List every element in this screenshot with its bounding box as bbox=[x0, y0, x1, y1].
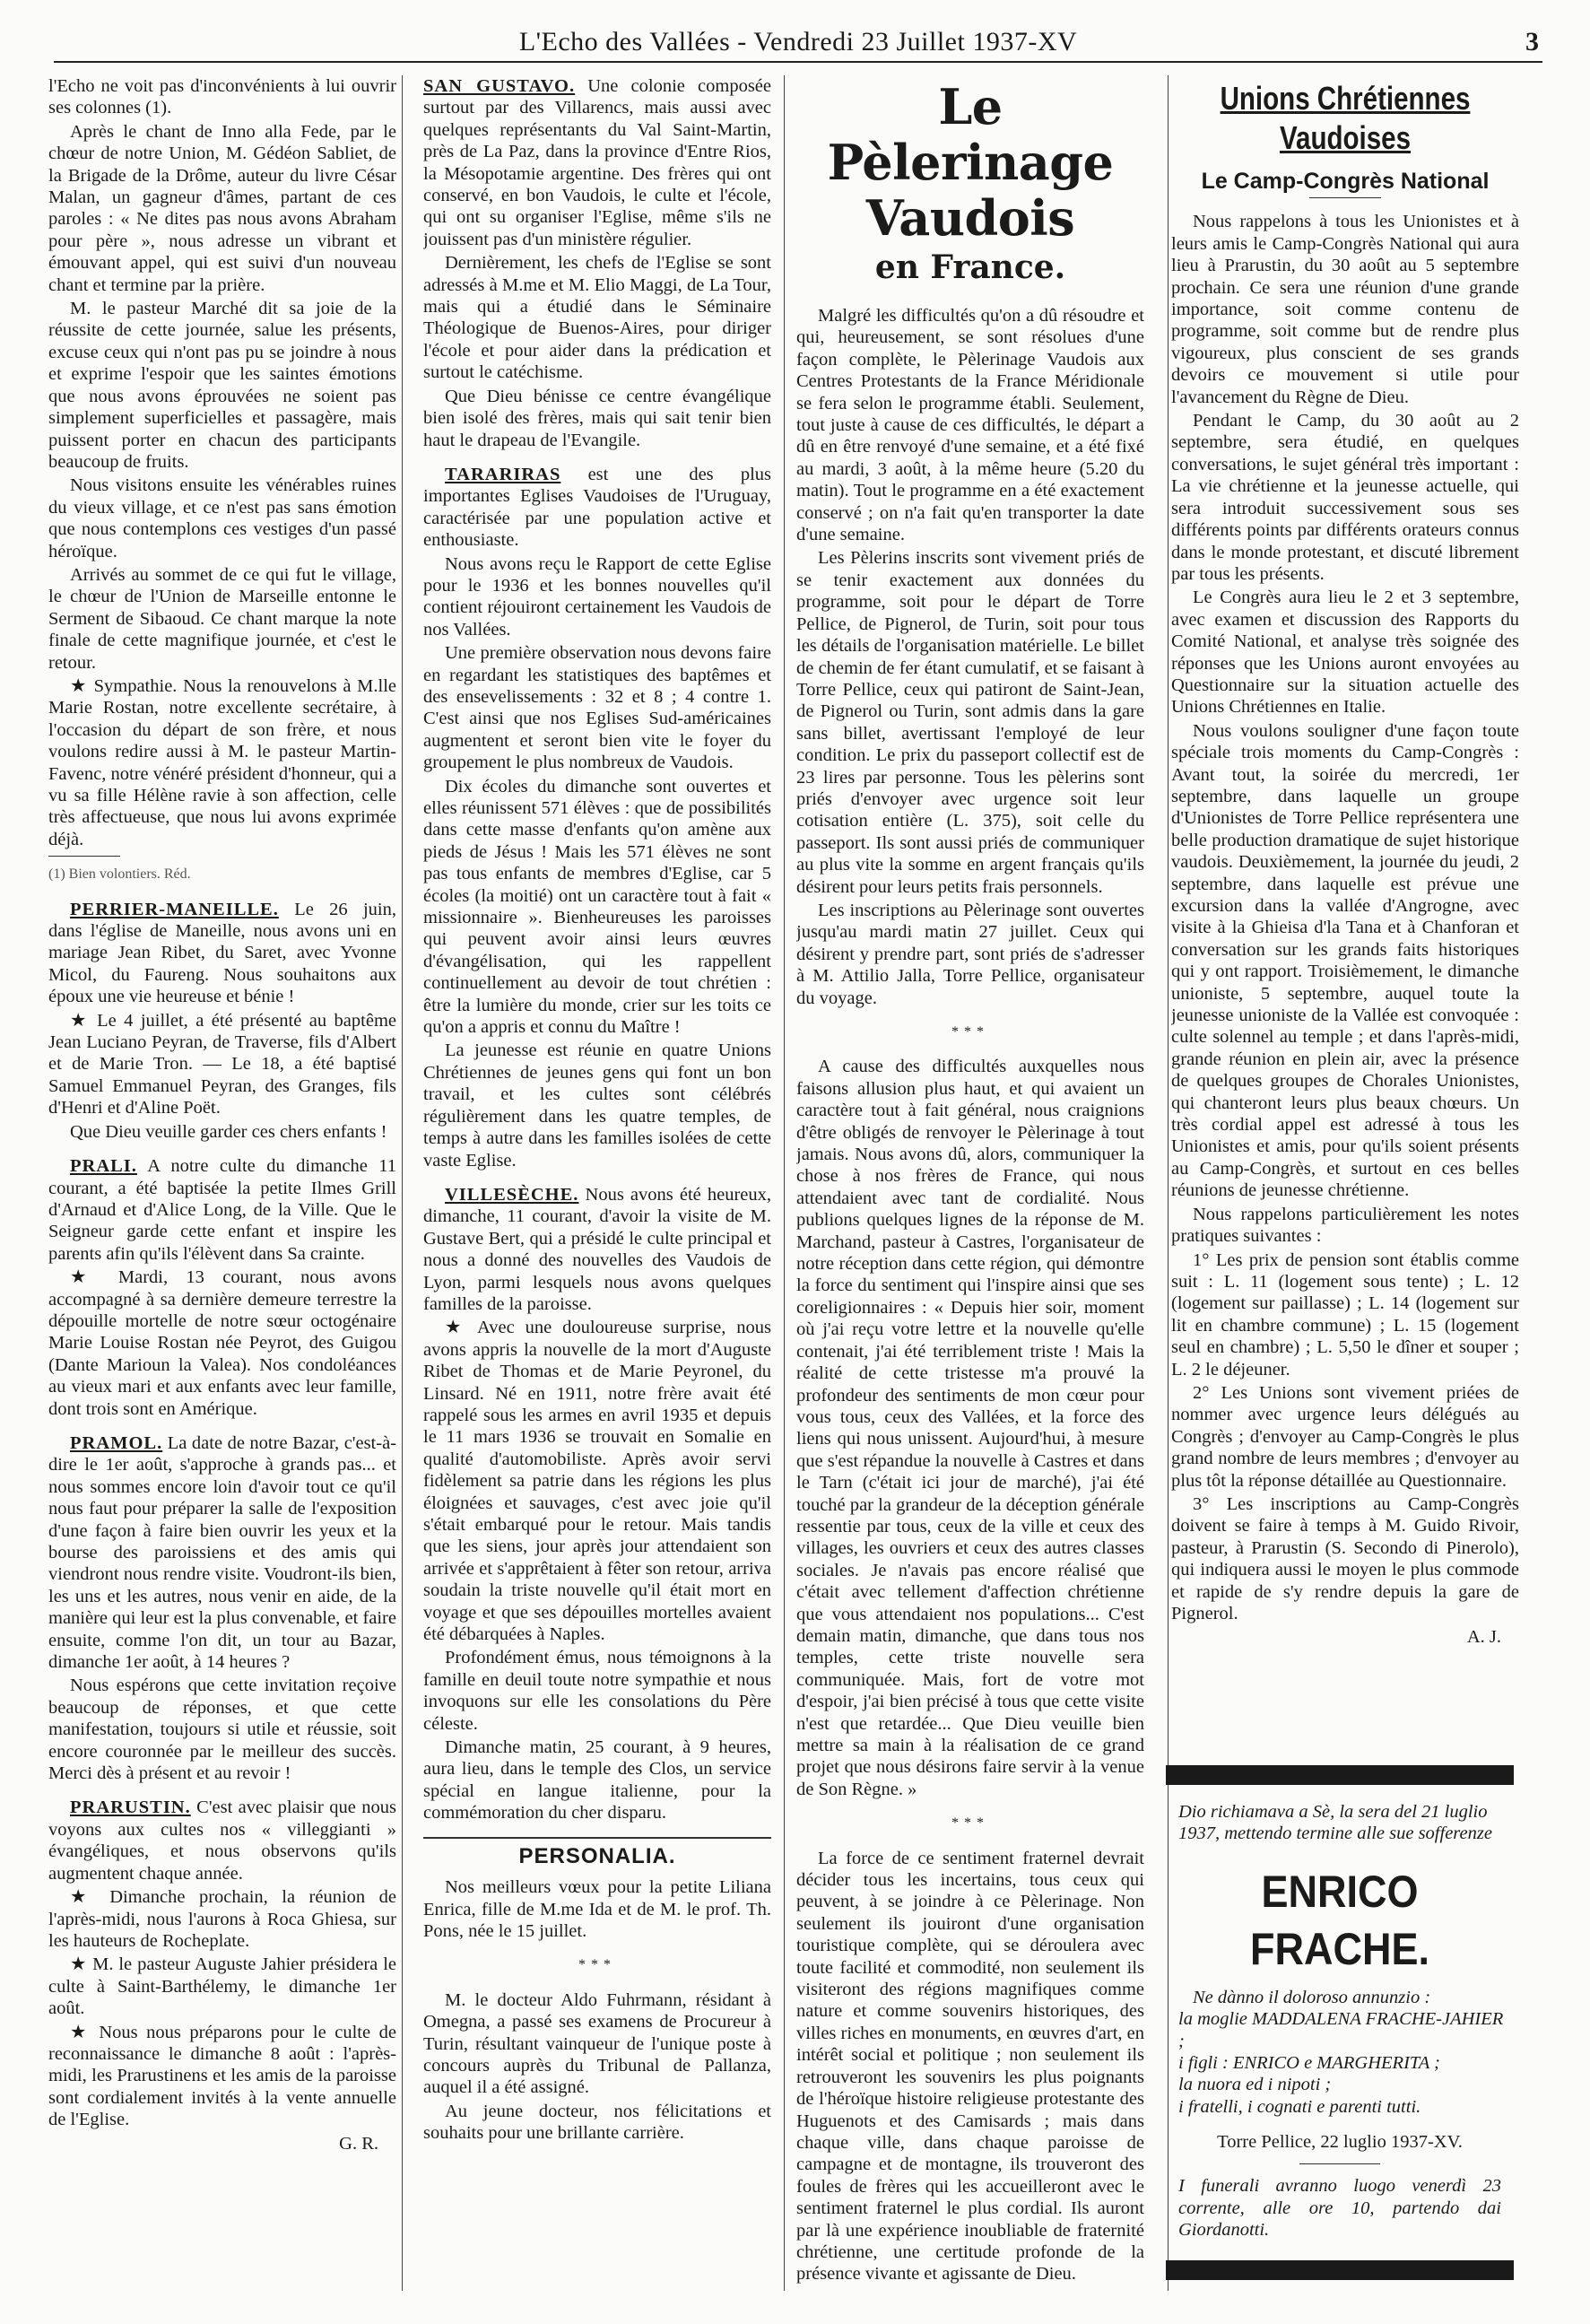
article-title: Le Pèlerinage Vaudois bbox=[827, 78, 1114, 247]
paragraph: Au jeune docteur, nos félicitations et souhaits pour une brillante carrière. bbox=[423, 2101, 771, 2144]
paragraph: Que Dieu veuille garder ces chers enfants ! bbox=[70, 1121, 387, 1142]
paragraph: Dimanche matin, 25 courant, à 9 heures, aura lieu, dans le temple des Clos, un service spécial en langue italienne, pour la commémoration du cher disparu. bbox=[423, 1737, 771, 1824]
footnote-rule bbox=[48, 856, 120, 857]
section-title: SAN GUSTAVO. bbox=[423, 76, 576, 96]
page-number: 3 bbox=[1525, 27, 1539, 57]
paragraph: 2° Les Unions sont vivement priées de nommer avec urgence leurs délégués au Congrès ; d'envoyer au Camp-Congrès le plus grand nombre de leurs membres ; d'envoyer au plus tôt la réponse détaillée au Questionnaire. bbox=[1171, 1382, 1519, 1491]
paragraph: Profondément émus, nous témoignons à la famille en deuil toute notre sympathie et nous invoquons sur elle les consolations du Père céleste. bbox=[423, 1648, 771, 1734]
column-2 bbox=[423, 75, 771, 2300]
signature: G. R. bbox=[339, 2133, 378, 2154]
obituary-line: i figli : ENRICO e MARGHERITA ; bbox=[1178, 2053, 1440, 2074]
paragraph: Dix écoles du dimanche sont ouvertes et elles réunissent 571 élèves : que de possibilités dans cette masse d'enfants qu'on amène aux pieds de Jésus ! Mais les 571 élèves ne sont pas tous enfants de membres d'Eglise, car 5 écoles (la moitié) ont un caractère tout à fait « missionnaire ». Bienheureuses les paroisses qui peuvent avoir ainsi leurs œuvres d'évangélisation, qui les rappellent continuellement au devoir de tout chrétien : être la lumière du monde, crier sur les toits ce qu'on a appris et connu du Maître ! bbox=[423, 776, 771, 1038]
paragraph: Nous voulons souligner d'une façon toute spéciale trois moments du Camp-Congrès : Avant tout, la soirée du mercredi, 1er septembre, dans laquelle un groupe d'Unionistes de Torre Pellice représentera une belle production dramatique de sujet historique vaudois. Deuxièmement, la journée du jeudi, 2 septembre, dans laquelle est prévue une excursion dans la vallée d'Angrogne, avec visite à la Ghieisa d'la Tana et à Chanforan et conversation sur les grands faits historiques qui y ont rapport. Troisièmement, le dimanche unioniste, 5 septembre, auquel toute la jeunesse unioniste de la Vallée est convoquée : culte solennel au temple ; et dans l'après-midi, grande réunion en plein air, avec la présence de quelques groupes de Chorales Unionistes, qui chanteront leurs plus beaux chœurs. Un très cordial appel est adressé à tous les Unionistes et amis, pour qu'ils soient présents au Camp-Congrès, et surtout en ces belles réunions de jeunesse chrétienne. bbox=[1171, 720, 1519, 1201]
paragraph: La force de ce sentiment fraternel devrait décider tous les incertains, tous ceux qui peuvent, à se joindre à ce Pèlerinage. Non seulement ils jouiront d'une organisation touristique complète, qui se déroulera avec toute facilité et commodité, non seulement ils visiteront des régions magnifiques comme nature et comme souvenirs historiques, des villes riches en monuments, en œuvres d'art, en intérêt social et politique ; non seulement ils retrouveront les souvenirs les plus poignants de l'héroïque histoire religieuse protestante des Huguenots et des Camisards ; mais dans chaque ville, dans chaque paroisse de campagne et de montagne, ils trouveront des foules de frères qui les accueilleront avec le sentiment fraternel le plus cordial. Ils auront par là une expérience inoubliable de fraternité chrétienne, une certitude profonde de la présence vivante et agissante de Dieu. bbox=[796, 1848, 1144, 2285]
paragraph: M. le pasteur Marché dit sa joie de la réussite de cette journée, salue les présents, excuse ceux qui n'ont pas pu se joindre à nous et exprime l'espoir que les saintes émotions que nous avons éprouvées ne soient pas simplement superficielles et passagère, mais puissent porter en chacun des participants beaucoup de fruits. bbox=[48, 299, 396, 472]
paragraph: M. le docteur Aldo Fuhrmann, résidant à Omegna, a passé ses examens de Procureur à Turin, résultant vainqueur de l'unique poste à concours auprès du Tribunal de Pallanza, auquel il a été assigné. bbox=[423, 1989, 771, 2098]
paragraph: Après le chant de Inno alla Fede, par le chœur de notre Union, M. Gédéon Sabliet, de la Brigade de la Drôme, auteur du livre César Malan, un gagneur d'âmes, partant de ces paroles : « Ne dites pas nous avons Abraham pour père », nous adresse un vibrant et émouvant appel, qui est suivi d'un nouveau chant et termine par la prière. bbox=[48, 121, 396, 295]
column-rule bbox=[402, 75, 403, 2291]
section-text: A notre culte du dimanche 11 courant, a été baptisée la petite Ilmes Grill d'Arnaud et d'Alice Long, de la Ville. Que le Seigneur garde cette enfant et inspire les parents afin qu'ils l'élèvent dans Sa crainte. bbox=[48, 1156, 396, 1264]
paragraph: Une première observation nous devons faire en regardant les statistiques des baptêmes et des ensevelissements : 32 et 8 ; 4 contre 1. C'est ainsi que nos Eglises Sud-américaines augmentent et seront bien vite le foyer du groupement le plus nombreux de Vaudois. bbox=[423, 643, 771, 773]
section-banner: Unions Chrétiennes Vaudoises bbox=[1220, 80, 1471, 156]
personalia-heading: PERSONALIA. bbox=[423, 1837, 771, 1867]
paragraph: Que Dieu bénisse ce centre évangélique bien isolé des frères, mais qui sait tenir bien haut le drapeau de l'Evangile. bbox=[423, 386, 771, 450]
obituary-intro: Dio richiamava a Sè, la sera del 21 luglio 1937, mettendo termine alle sue sofferenze bbox=[1178, 1802, 1492, 1844]
obituary-notice bbox=[1166, 1765, 1514, 2280]
paragraph: ★ Mardi, 13 courant, nous avons accompagné à sa dernière demeure terrestre la dépouille mortelle de notre sœur octogénaire Marie Louise Rostan née Peyrot, des Guigou (Dante Marioun la Valea). Nos condoléances au vieux mari et aux enfants avec leur famille, dont trois sont en Amérique. bbox=[48, 1267, 396, 1419]
paragraph: La jeunesse est réunie en quatre Unions Chrétiennes de jeunes gens qui font un bon travail, et les cultes sont célébrés régulièrement dans les quatre temples, de temps à autre dans les familles isolées de cette vaste Eglise. bbox=[423, 1040, 771, 1171]
obituary-line: i fratelli, i cognati e parenti tutti. bbox=[1178, 2096, 1421, 2117]
paragraph: Pendant le Camp, du 30 août au 2 septembre, sera étudié, en quelques conversations, le sujet général très important : La vie chrétienne et la jeunesse actuelle, qui sera introduit successivement sous ses différents points par différents orateurs connus dans le monde protestant, et discuté librement par tous les présents. bbox=[1171, 411, 1519, 584]
obituary-place-date: Torre Pellice, 22 luglio 1937-XV. bbox=[1217, 2132, 1463, 2153]
separator-stars: *** bbox=[951, 1815, 989, 1832]
paragraph: Nous espérons que cette invitation reçoive beaucoup de réponses, et que cette manifestation, toujours si utile et réussie, soit encore couronnée par le meilleur des succès. Merci dès à présent et au revoir ! bbox=[48, 1676, 396, 1784]
column-3 bbox=[796, 75, 1144, 2300]
section-title: PERRIER-MANEILLE. bbox=[70, 899, 279, 919]
paragraph: Nous rappelons à tous les Unionistes et à leurs amis le Camp-Congrès National qui aura lieu à Prarustin, du 30 août au 5 septembre prochain. Ce sera une réunion d'une grande importance, soit comme contenu de programme, soit comme but de rendre plus vigoureux, plus conscient de ses grands devoirs ce mouvement si utile pour l'avancement du Règne de Dieu. bbox=[1171, 212, 1519, 407]
section-text: Une colonie composée surtout par des Villarencs, mais aussi avec quelques représentants du Val Saint-Martin, près de La Paz, dans la province d'Entre Rios, la Mésopotamie argentine. Des frères qui ont conservé, en bon Vaudois, le culte et l'école, qui ont su organiser l'Eglise, même s'ils ne jouissent pas d'un ministère régulier. bbox=[423, 76, 771, 249]
column-1 bbox=[48, 75, 396, 2300]
paragraph: ★ Sympathie. Nous la renouvelons à M.lle Marie Rostan, notre excellente secrétaire, à l'occasion du départ de son frère, et nous voulons redire aussi à M. le pasteur Martin-Favenc, notre vénéré président d'honneur, qui a vu sa fille Hélène ravie à son affection, celle très affectueuse, que nous lui avons exprimée déjà. bbox=[48, 675, 396, 849]
paragraph: 1° Les prix de pension sont établis comme suit : L. 11 (logement sous tente) ; L. 12 (logement sur paillasse) ; L. 14 (logement sur lit en chambre commune) ; L. 15 (logement seul en chambre) ; L. 5,50 le dîner et souper ; L. 2 le déjeuner. bbox=[1171, 1249, 1519, 1380]
paragraph: Nous avons reçu le Rapport de cette Eglise pour le 1936 et les bonnes nouvelles qu'il contient réjouiront certainement les Vaudois de nos Vallées. bbox=[423, 553, 771, 640]
paragraph: l'Echo ne voit pas d'inconvénients à lui ouvrir ses colonnes (1). bbox=[48, 76, 396, 118]
paragraph: ★ Le 4 juillet, a été présenté au baptême Jean Luciano Peyran, de Traverse, fils d'Albert et de Marie Tron. — Le 18, a été baptisé Samuel Emmanuel Peyran, des Granges, fils d'Henri et d'Aline Poët. bbox=[48, 1010, 396, 1118]
funeral-notice: I funerali avranno luogo venerdì 23 corrente, alle ore 10, partendo dai Giordanotti. bbox=[1178, 2176, 1501, 2241]
paragraph: Les Pèlerins inscrits sont vivement priés de se tenir exactement aux données du programme, soit pour le départ de Torre Pellice, de Pignerol, de Turin, soit pour tous les détails de l'organisation matérielle. Le billet de chemin de fer étant cumulatif, et se faisant à Torre Pellice, ceux qui patiront de Saint-Jean, de Pignerol ou Turin, sont admis dans la gare sans billet, avertissant l'employé de leur condition. Le prix du passeport collectif est de 23 lires par personne. Tous les pèlerins sont priés d'envoyer avec urgence soit leur cotisation entière (L. 375), soit celle du passeport. Ils sont aussi priés de communiquer au plus vite la somme en argent français qu'ils désirent pour leurs petits frais personnels. bbox=[796, 548, 1144, 897]
paragraph: ★ Dimanche prochain, la réunion de l'après-midi, nous l'aurons à Roca Ghiesa, sur les hauteurs de Rocheplate. bbox=[48, 1887, 396, 1951]
paragraph: Malgré les difficultés qu'on a dû résoudre et qui, heureusement, se sont résolues d'une façon complète, le Pèlerinage Vaudois aux Centres Protestants de la France Méridionale se fera selon le programme établi. Seulement, tout juste à cause de ces difficultés, le départ a dû en être renvoyé d'une semaine, et a été fixé au mardi, 3 août, à la même heure (5.20 du matin). Tout le programme en a été exactement conservé ; on n'a fait qu'en transporter la date d'une semaine. bbox=[796, 306, 1144, 545]
obituary-line: la moglie MADDALENA FRACHE-JAHIER ; bbox=[1178, 2009, 1504, 2051]
obituary-line: la nuora ed i nipoti ; bbox=[1178, 2075, 1332, 2095]
article-title: Le Camp-Congrès National bbox=[1201, 169, 1490, 194]
section-title: TARARIRAS bbox=[445, 464, 561, 484]
page-header bbox=[54, 22, 1542, 63]
section-title: PRALI. bbox=[70, 1156, 137, 1177]
masthead-title: L'Echo des Vallées - Vendredi 23 Juillet 1937-XV bbox=[518, 27, 1078, 57]
paragraph: ★ Avec une douloureuse surprise, nous avons appris la nouvelle de la mort d'Auguste Ribet de Thomas et de Marie Peyronel, du Linsard. Né en 1911, notre frère avait été rappelé sous les armes en avril 1935 et depuis le 11 mars 1936 se trouvait en Somalie en qualité d'automobiliste. Après avoir servi fidèlement sa patrie dans les régions les plus éloignées et sauvages, c'est avec joie qu'il s'était embarqué pour le retour. Mais tandis que les siens, jour après jour attendaient son arrivée et s'apprêtaient à fêter son retour, arriva soudain la triste nouvelle qu'il était mort en voyage et que ses dépouilles mortelles avaient été débarquées à Naples. bbox=[423, 1318, 771, 1645]
section-text: Nous avons été heureux, dimanche, 11 courant, d'avoir la visite de M. Gustave Bert, qui a présidé le culte principal et nous a donné des nouvelles des Vaudois de Lyon, parmi lesquels nous avons quelques familles de la paroisse. bbox=[423, 1184, 771, 1314]
mourning-band bbox=[1166, 2260, 1514, 2280]
obituary-rule bbox=[1299, 2163, 1380, 2164]
obituary-line: Ne dànno il doloroso annunzio : bbox=[1193, 1987, 1431, 2007]
title-rule bbox=[1309, 197, 1381, 198]
paragraph: ★ Nous nous préparons pour le culte de reconnaissance le dimanche 8 août : l'après-midi, les Prarustinens et les amis de la paroisse sont cordialement invités à la vente annuelle de l'Eglise. bbox=[48, 2022, 396, 2130]
paragraph: 3° Les inscriptions au Camp-Congrès doivent se faire à temps à M. Guido Rivoir, pasteur, à Prarustin (S. Secondo di Pinerolo), qui indiquera aussi le moyen le plus commode et rapide de s'y rendre depuis la gare de Pignerol. bbox=[1171, 1493, 1519, 1623]
section-title: PRAMOL. bbox=[70, 1432, 163, 1453]
section-title: VILLESÈCHE. bbox=[445, 1184, 579, 1205]
paragraph: Nos meilleurs vœux pour la petite Liliana Enrica, fille de M.me Ida et de M. le prof. Th. Pons, née le 15 juillet. bbox=[423, 1877, 771, 1941]
paragraph: Nous rappelons particulièrement les notes pratiques suivantes : bbox=[1171, 1204, 1519, 1247]
article-subtitle: en France. bbox=[874, 248, 1066, 286]
column-rule bbox=[784, 75, 785, 2291]
paragraph: Le Congrès aura lieu le 2 et 3 septembre, avec examen et discussion des Rapports du Comité National, et analyse très soignée des réponses que les Unions auront envoyées au Questionnaire sur la situation actuelle des Unions Chrétiennes en Italie. bbox=[1171, 588, 1519, 718]
paragraph: Nous visitons ensuite les vénérables ruines du vieux village, et ce n'est pas sans émotion que nous contemplons ces vestiges d'un passé héroïque. bbox=[48, 475, 396, 561]
paragraph: Les inscriptions au Pèlerinage sont ouvertes jusqu'au mardi matin 27 juillet. Ceux qui désirent y prendre part, sont priés de s'adresser à M. Attilio Jalla, Torre Pellice, organisateur du voyage. bbox=[796, 900, 1144, 1008]
paragraph: Dernièrement, les chefs de l'Eglise se sont adressés à M.me et M. Elio Maggi, de La Tour, mais qui a étudié dans le Séminaire Théologique de Buenos-Aires, pour diriger l'école et pour aider dans la prédication et surtout le catéchisme. bbox=[423, 253, 771, 383]
section-text: C'est avec plaisir que nous voyons aux cultes nos « villeggianti » évangéliques, et nous observons qu'ils augmentent chaque année. bbox=[48, 1797, 396, 1884]
section-text: est une des plus importantes Eglises Vaudoises de l'Uruguay, caractérisée par une population active et enthousiaste. bbox=[423, 464, 771, 551]
paragraph: A cause des difficultés auxquelles nous faisons allusion plus haut, et qui avaient un caractère tout à fait général, nous craignions d'être obligés de renvoyer le Pèlerinage à tout jamais. Nous avons dû, alors, communiquer la chose à nos frères de France, qui nous attendaient avec tant de cordialité. Nous publions quelques lignes de la réponse de M. Marchand, pasteur à Castres, l'organisateur de notre réception dans cette région, qui démontre la force du sentiment qui l'inspire ainsi que ses coreligionnaires : « Depuis hier soir, moment où j'ai reçu votre lettre et la nouvelle qu'elle contenait, j'ai été terriblement triste ! Mais la réalité de cette tristesse m'a prouvé la profondeur des sentiments de mon cœur pour vous tous, ceux des Vallées, et la force des liens qui nous unissent. Aujourd'hui, à mesure que s'est répandue la nouvelle à Castres et dans le Tarn (c'était ici jour de marché), j'ai été touché par la grandeur de la déception générale ressentie par tous, ceux de la ville et ceux des villages, les ouvriers et ceux des autres classes sociales. Je n'avais pas encore réalisé que c'était avec tellement d'affection chrétienne que vous attendaient nos populations... C'est demain matin, dimanche, que dans tous nos temples, cette triste nouvelle sera communiquée. Mais, fort de votre mot d'espoir, j'ai bien précisé à tous que cette visite n'est que retardée... Que Dieu veuille bien mettre sa main à la réalisation de ce grand projet que nous désirons faire servir à la venue de Son Règne. » bbox=[796, 1057, 1144, 1799]
section-text: Le 26 juin, dans l'église de Maneille, nous avons uni en mariage Jean Ribet, du Saret, avec Yvonne Micol, du Faureng. Nous souhaitons aux époux une vie heureuse et bénie ! bbox=[48, 899, 396, 1007]
column-4 bbox=[1171, 75, 1519, 1744]
paragraph: ★ M. le pasteur Auguste Jahier présidera le culte à Saint-Barthélemy, le dimanche 1er août. bbox=[48, 1954, 396, 2019]
section-title: PRARUSTIN. bbox=[70, 1797, 191, 1818]
signature: A. J. bbox=[1466, 1627, 1501, 1648]
section-text: La date de notre Bazar, c'est-à-dire le 1er août, s'approche à grands pas... et nous sommes encore loin d'avoir tout ce qu'il nous faut pour préparer la salle de l'exposition d'une façon à faire bien ouvrir les yeux et la bourse des paroissiens et des amis qui viendront nous rendre visite. Voudront-ils bien, les uns et les autres, nous venir en aide, de la manière qui leur est la plus convenable, et faire ensuite, comme l'on dit, un tour au Bazar, dimanche 1er août, à 14 heures ? bbox=[48, 1432, 396, 1673]
separator-stars: *** bbox=[578, 1957, 616, 1973]
paragraph: Arrivés au sommet de ce qui fut le village, le chœur de l'Union de Marseille entonne le Serment de Sibaoud. Ce chant marque la note finale de cette magnifique journée, et c'est le retour. bbox=[48, 564, 396, 673]
deceased-name: ENRICO FRACHE. bbox=[1250, 1866, 1429, 1974]
separator-stars: *** bbox=[951, 1024, 989, 1040]
mourning-band bbox=[1166, 1765, 1514, 1785]
footnote: (1) Bien volontiers. Réd. bbox=[48, 866, 191, 883]
